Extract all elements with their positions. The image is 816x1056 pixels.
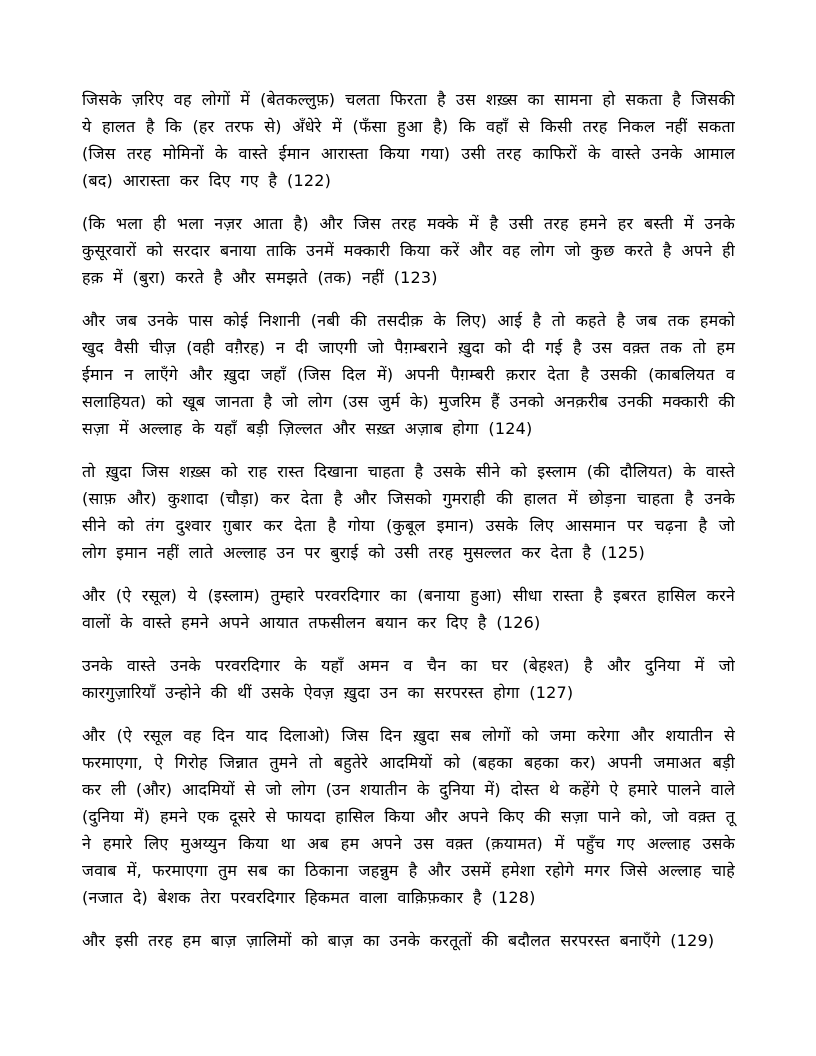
verse-paragraph-122: जिसके ज़रिए वह लोगों में (बेतकल्लुफ़) चलता फिरता है उस शख़्स का सामना हो सकता है जिसकी ये हालत है कि (हर तरफ से) अँधेरे में (फँसा हुआ है) कि वहाँ से किसी तरह निकल नहीं सकता (जिस तरह मोमिनों के वास्ते ईमान आरास्ता किया गया) उसी तरह काफिरों के वास्ते उनके आमाल (बद) आरास्ता कर दिए गए है (122) (82, 90, 735, 190)
text-body (82, 86, 735, 954)
verse-paragraph-125: तो ख़ुदा जिस शख़्स को राह रास्त दिखाना चाहता है उसके सीने को इस्लाम (की दौलियत) के वास्ते (साफ़ और) कुशादा (चौड़ा) कर देता है और जिसको गुमराही की हालत में छोड़ना चाहता है उनके सीने को तंग दुश्वार ग़ुबार कर देता है गोया (कुबूल इमान) उसके लिए आसमान पर चढ़ना है जो लोग इमान नहीं लाते अल्लाह उन पर बुराई को उसी तरह मुसल्लत कर देता है (125) (82, 462, 735, 562)
verse-paragraph-127: उनके वास्ते उनके परवरदिगार के यहाँ अमन व चैन का घर (बेहश्त) है और दुनिया में जो कारगुज़ारियाँ उन्होने की थीं उसके ऐवज़ ख़ुदा उन का सरपरस्त होगा (127) (82, 656, 735, 702)
verse-paragraph-126: और (ऐ रसूल) ये (इस्लाम) तुम्हारे परवरदिगार का (बनाया हुआ) सीधा रास्ता है इबरत हासिल करने वालों के वास्ते हमने अपने आयात तफसीलन बयान कर दिए है (126) (82, 586, 735, 632)
verse-paragraph-129: और इसी तरह हम बाज़ ज़ालिमों को बाज़ का उनके करतूतों की बदौलत सरपरस्त बनाएँगे (129) (82, 931, 715, 950)
verse-paragraph-128: और (ऐ रसूल वह दिन याद दिलाओ) जिस दिन ख़ुदा सब लोगों को जमा करेगा और शयातीन से फरमाएगा, ऐ गिरोह जिन्नात तुमने तो बहुतेरे आदमियों को (बहका बहका कर) अपनी जमाअत बड़ी कर ली (और) आदमियों से जो लोग (उन शयातीन के दुनिया में) दोस्त थे कहेंगे ऐ हमारे पालने वाले (दुनिया में) हमने एक दूसरे से फायदा हासिल किया और अपने किए की सज़ा पाने को, जो वक़्त तू ने हमारे लिए मुअय्युन किया था अब हम अपने उस वक़्त (क़यामत) में पहुँच गए अल्लाह उसके जवाब में, फरमाएगा तुम सब का ठिकाना जहन्नुम है और उसमें हमेशा रहोगे मगर जिसे अल्लाह चाहे (नजात दे) बेशक तेरा परवरदिगार हिकमत वाला वाक़िफ़कार है (128) (82, 726, 735, 907)
verse-paragraph-123: (कि भला ही भला नज़र आता है) और जिस तरह मक्के में है उसी तरह हमने हर बस्ती में उनके कुसूरवारों को सरदार बनाया ताकि उनमें मक्कारी किया करें और वह लोग जो कुछ करते है अपने ही हक़ में (बुरा) करते है और समझते (तक) नहीं (123) (82, 214, 735, 287)
verse-paragraph-124: और जब उनके पास कोई निशानी (नबी की तसदीक़ के लिए) आई है तो कहते है जब तक हमको खुद वैसी चीज़ (वही वग़ैरह) न दी जाएगी जो पैग़म्बराने ख़ुदा को दी गई है उस वक़्त तक तो हम ईमान न लाएँगे और ख़ुदा जहाँ (जिस दिल में) अपनी पैग़म्बरी क़रार देता है उसकी (काबलियत व सलाहियत) को खूब जानता है जो लोग (उस जुर्म के) मुजरिम हैं उनको अनक़रीब उनकी मक्कारी की सज़ा में अल्लाह के यहाँ बड़ी ज़िल्लत और सख़्त अज़ाब होगा (124) (82, 311, 735, 438)
